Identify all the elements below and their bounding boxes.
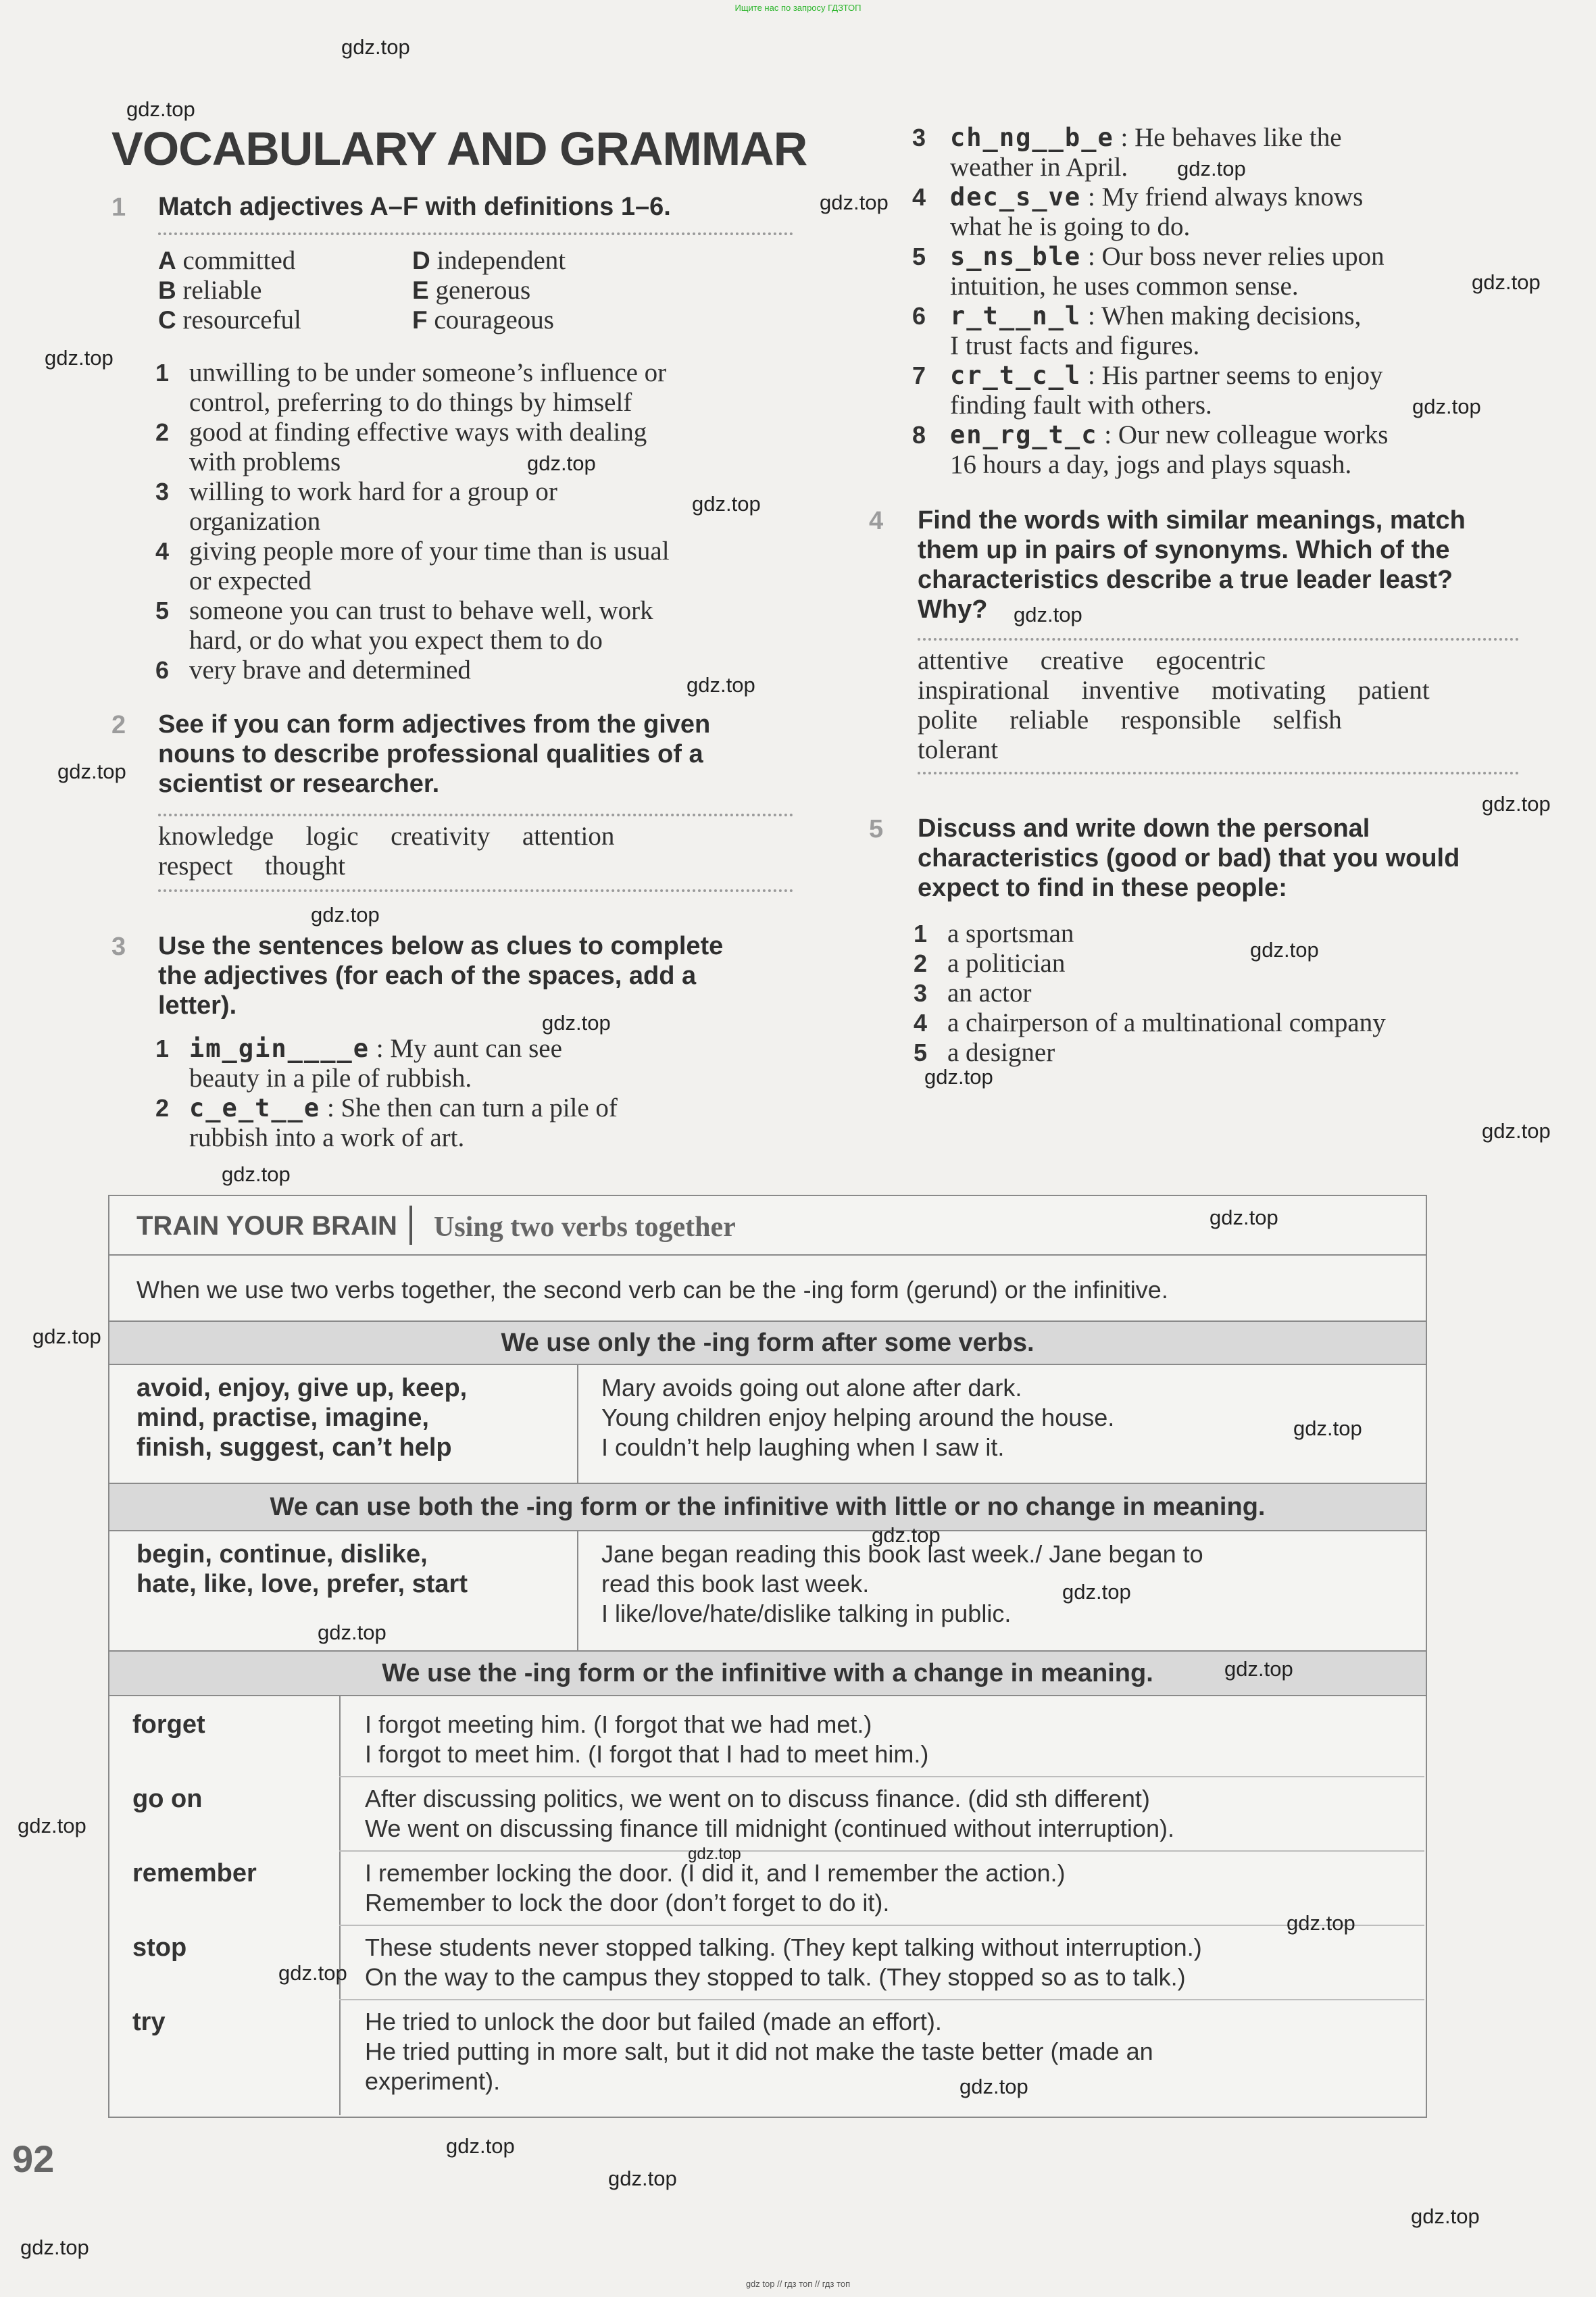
divider (918, 772, 1519, 774)
train-your-brain-title: TRAIN YOUR BRAIN (136, 1211, 397, 1241)
row1-examples: Mary avoids going out alone after dark. Young children enjoy helping around the house. I couldn’t help laughing when I saw it. (601, 1374, 1115, 1461)
divider (158, 232, 793, 235)
watermark: gdz.top (1482, 1119, 1551, 1143)
row1-verbs: avoid, enjoy, give up, keep, mind, practise, imagine, finish, suggest, can’t help (136, 1374, 468, 1462)
watermark: gdz.top (527, 451, 596, 475)
row-divider (339, 1776, 1424, 1777)
divider (158, 889, 793, 892)
divider (918, 638, 1519, 641)
row-divider (339, 1850, 1424, 1852)
watermark: gdz.top (688, 1845, 741, 1863)
column-divider (339, 1695, 341, 2115)
watermark: gdz.top (1224, 1657, 1293, 1681)
watermark: gdz.top (18, 1814, 86, 1837)
watermark: gdz.top (1412, 395, 1481, 418)
watermark: gdz.top (311, 903, 380, 927)
row-divider (339, 1925, 1424, 1926)
exercise-3-instruction: Use the sentences below as clues to complete the adjectives (for each of the spaces, add a letter). (158, 932, 724, 1020)
watermark: gdz.top (1250, 938, 1319, 962)
exercise-3-number: 3 (111, 933, 126, 961)
title-separator (409, 1206, 412, 1245)
watermark: gdz.top (1293, 1416, 1362, 1440)
stop-examples: These students never stopped talking. (They kept talking without interruption.) On the way to the campus they stopped to talk. (They stopped so as to talk.) (365, 1933, 1202, 1991)
watermark: gdz.top (318, 1621, 386, 1644)
watermark: gdz.top (687, 673, 755, 697)
exercise-5-number: 5 (869, 815, 884, 843)
adjective-c: resourceful (182, 305, 301, 335)
exercise-5-items: 1 a sportsman 2 a politician 3 an actor 4 a chairperson of a multinational company 5 a designer (914, 919, 1386, 1067)
train-your-brain-subtitle: Using two verbs together (434, 1212, 736, 1243)
band-both-forms: We can use both the -ing form or the infinitive with little or no change in meaning. (109, 1483, 1426, 1531)
verb-try: try (132, 2008, 166, 2036)
header-note: Ищите нас по запросу ГДЗТОП (734, 3, 862, 13)
exercise-3-items-left: 1 im_gin____e : My aunt can see beauty in a pile of rubbish. 2 c_e_t__e : She then can turn a pile of rubbish into a work of art. (155, 1034, 618, 1152)
watermark: gdz.top (126, 97, 195, 121)
watermark: gdz.top (692, 492, 761, 516)
exercise-2-instruction: See if you can form adjectives from the given nouns to describe professional qualities of a scientist or researcher. (158, 710, 711, 798)
watermark: gdz.top (446, 2134, 515, 2158)
adjective-a: committed (182, 246, 296, 275)
forget-examples: I forgot meeting him. (I forgot that we had met.) I forgot to meet him. (I forgot that I had to meet him.) (365, 1710, 929, 1768)
watermark: gdz.top (278, 1961, 347, 1985)
exercise-5-instruction: Discuss and write down the personal characteristics (good or bad) that you would expect to find in these people: (918, 814, 1460, 902)
watermark: gdz.top (341, 35, 410, 59)
watermark: gdz.top (1482, 792, 1551, 816)
footer-note: gdz top // гдз топ // гдз топ (745, 2279, 851, 2289)
exercise-1-number: 1 (111, 193, 126, 222)
adjective-list-right: D independent E generous F courageous (412, 246, 566, 335)
adjective-d: independent (437, 246, 566, 275)
column-divider (577, 1364, 578, 1483)
watermark: gdz.top (57, 760, 126, 783)
watermark: gdz.top (45, 346, 114, 370)
watermark: gdz.top (20, 2236, 89, 2259)
exercise-4-word-box: attentive creative egocentric inspirational inventive motivating patient polite reliable responsible selfish tolerant (918, 646, 1430, 764)
row-divider (339, 1999, 1424, 2000)
exercise-4-number: 4 (869, 507, 884, 535)
divider (158, 814, 793, 816)
exercise-3-items-right: 3 ch_ng__b_e : He behaves like the weather in April. 4 dec_s_ve : My friend always knows what he is going to do. 5 s_ns_ble : Our boss never relies upon intuition, he uses common sense. 6 r_t__n_l : When making decisions, I trust facts and figures. 7 cr_t_c_l : His partner seems to enjoy finding fault with others. 8 en_rg_t_c : Our new colleague works 16 hours a day, jogs and plays squash. (912, 123, 1389, 479)
verb-remember: remember (132, 1859, 257, 1887)
verb-forget: forget (132, 1710, 205, 1739)
page-number: 92 (12, 2138, 55, 2180)
adjective-f: courageous (434, 305, 554, 335)
watermark: gdz.top (924, 1065, 993, 1089)
page-title: VOCABULARY AND GRAMMAR (111, 122, 807, 175)
watermark: gdz.top (608, 2167, 677, 2190)
band-ing-only: We use only the -ing form after some verbs. (109, 1320, 1426, 1365)
definition-list: 1 unwilling to be under someone’s influence or control, preferring to do things by himself 2 good at finding effective ways with dealing with problems 3 willing to work hard for a group or organization 4 giving people more of your time than is usual or expected 5 someone you can trust to behave well, work hard, or do what you expect them to do 6 very brave and determined (155, 358, 670, 685)
watermark: gdz.top (1411, 2204, 1480, 2228)
verb-stop: stop (132, 1933, 187, 1962)
row2-examples: Jane began reading this book last week./ Jane began to read this book last week. I like/love/hate/dislike talking in public. (601, 1540, 1203, 1627)
watermark: gdz.top (542, 1011, 611, 1035)
adjective-list-left: A committed B reliable C resourceful (158, 246, 301, 335)
exercise-2-word-box: knowledge logic creativity attention respect thought (158, 822, 615, 881)
exercise-4-instruction: Find the words with similar meanings, match them up in pairs of synonyms. Which of the characteristics describe a true leader least? Why? (918, 506, 1466, 624)
verb-go-on: go on (132, 1785, 203, 1813)
watermark: gdz.top (1062, 1580, 1131, 1604)
go-on-examples: After discussing politics, we went on to discuss finance. (did sth different) We went on discussing finance till midnight (continued without interruption). (365, 1785, 1174, 1842)
train-your-brain-intro: When we use two verbs together, the second verb can be the -ing form (gerund) or the infinitive. (136, 1276, 1168, 1304)
watermark: gdz.top (820, 191, 889, 214)
watermark: gdz.top (959, 2075, 1028, 2098)
watermark: gdz.top (32, 1325, 101, 1348)
remember-examples: I remember locking the door. (I did it, and I remember the action.) Remember to lock the door (don’t forget to do it). (365, 1859, 1066, 1917)
adjective-b: reliable (182, 276, 262, 305)
exercise-2-number: 2 (111, 711, 126, 739)
adjective-e: generous (435, 276, 531, 305)
watermark: gdz.top (872, 1523, 941, 1547)
watermark: gdz.top (1014, 603, 1082, 626)
row2-verbs: begin, continue, dislike, hate, like, love, prefer, start (136, 1540, 468, 1598)
watermark: gdz.top (1287, 1911, 1355, 1935)
band-change-meaning: We use the -ing form or the infinitive with a change in meaning. (109, 1650, 1426, 1696)
try-examples: He tried to unlock the door but failed (made an effort). He tried putting in more salt, but it did not make the taste better (made an experiment). (365, 2008, 1153, 2095)
watermark: gdz.top (222, 1162, 291, 1186)
column-divider (577, 1530, 578, 1650)
exercise-1-instruction: Match adjectives A–F with definitions 1–6. (158, 193, 671, 221)
watermark: gdz.top (1177, 157, 1246, 180)
watermark: gdz.top (1472, 270, 1541, 294)
watermark: gdz.top (1210, 1206, 1278, 1229)
